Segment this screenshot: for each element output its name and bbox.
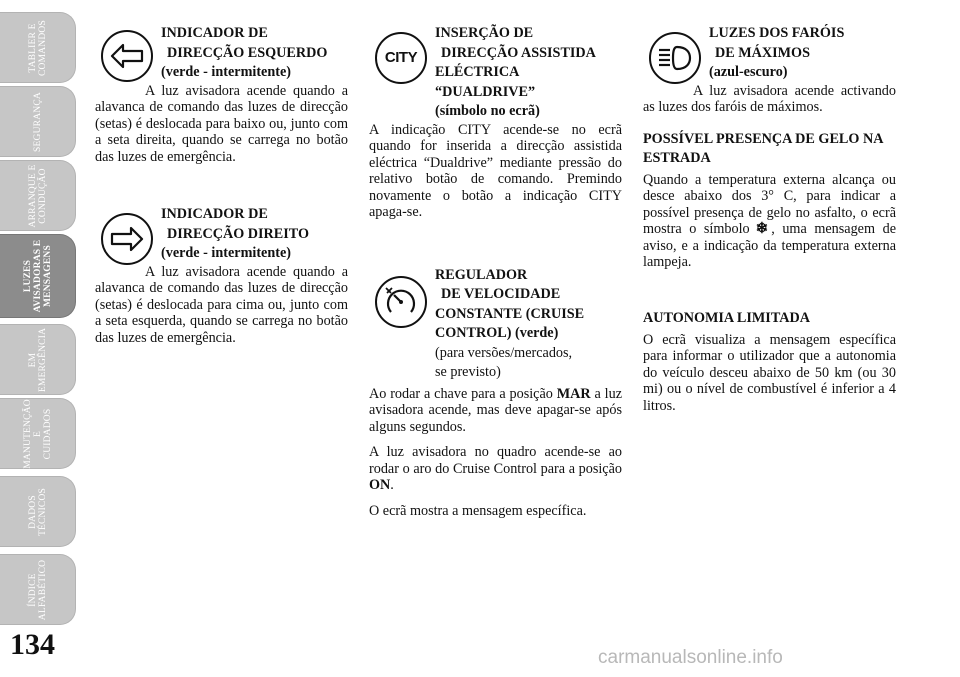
column-1 — [95, 24, 348, 346]
text-run-bold: MAR — [556, 385, 591, 402]
body-text: O ecrã mostra a mensagem específica. — [369, 502, 587, 519]
tab-seguranca[interactable] — [0, 86, 76, 157]
section-subtitle: (verde - intermitente) — [161, 64, 291, 80]
heading-line: “DUALDRIVE” — [435, 83, 536, 100]
text-run: . — [390, 477, 394, 493]
body-text — [643, 172, 896, 271]
tab-label: EM EMERGÊNCIA — [27, 327, 48, 392]
tab-label: ARRANQUE E CONDUÇÃO — [27, 164, 48, 227]
body-text: O ecrã visualiza a mensagem específica para informar o utilizador que a autonomia do veículo desceu abaixo de 50 km (ou 30 mi) ou o nível de combustível é inferior a 4 litros. — [643, 331, 896, 414]
tab-label: DADOS TÉCNICOS — [27, 487, 48, 536]
speedometer-icon — [375, 276, 427, 328]
column-2 — [369, 24, 622, 519]
subtitle-line: (para versões/mercados, — [435, 344, 573, 361]
section-heading — [709, 24, 896, 63]
section-heading — [161, 24, 348, 63]
heading-line: DIRECÇÃO DIREITO — [167, 225, 310, 242]
arrow-left-icon — [101, 30, 153, 82]
watermark: carmanualsonline.info — [598, 647, 783, 668]
tab-label: SEGURANÇA — [32, 91, 43, 152]
city-icon-text: CITY — [384, 48, 418, 66]
section-subtitle: (verde - intermitente) — [161, 245, 291, 261]
tab-label: TABLIER E COMANDOS — [27, 19, 48, 76]
text-run: , uma mensagem de aviso, e a indicação da temperatura externa lampeja. — [643, 221, 896, 270]
limited-range-section — [643, 309, 896, 415]
heading-line: ELÉCTRICA — [435, 64, 520, 80]
page-number: 134 — [10, 628, 55, 661]
section-subtitle — [435, 344, 622, 383]
high-beam-icon — [649, 32, 701, 84]
high-beam-section — [643, 24, 896, 116]
body-text: A luz avisadora acende quando a alavanca de comando das luzes de direcção (setas) é deslocada para cima ou, junto com a seta esquerda, quando se carrega no botão das luzes de emergência. — [95, 263, 348, 346]
section-heading — [435, 24, 622, 102]
column-3 — [643, 24, 896, 414]
body-text — [369, 386, 622, 436]
subtitle-line: se previsto) — [435, 364, 501, 380]
text-run-bold: ON — [369, 477, 391, 493]
body-text: A luz avisadora acende activando as luzes dos faróis de máximos. — [643, 82, 896, 115]
body-text: A luz avisadora acende quando a alavanca de comando das luzes de direcção (setas) é deslocada para baixo ou, junto com a seta direita, quando se carrega no botão das luzes de emergência. — [95, 82, 348, 165]
text-run: A luz avisadora no quadro acende-se ao rodar o aro do Cruise Control para a posição — [369, 444, 622, 477]
text-run: Quando a temperatura externa alcança ou desce abaixo dos 3° C, para indicar a possível presença de gelo no asfalto, o ecrã mostra o símbolo — [643, 171, 896, 237]
tab-label: MANUTENÇÃO E CUIDADOS — [22, 398, 53, 469]
city-section — [369, 24, 622, 221]
cruise-control-section — [369, 266, 622, 520]
tab-em-emergencia[interactable] — [0, 324, 76, 395]
ice-warning-section — [643, 130, 896, 271]
section-heading — [435, 266, 622, 344]
city-icon — [375, 32, 427, 84]
tab-luzes-avisadoras[interactable] — [0, 234, 76, 318]
section-subtitle: (azul-escuro) — [709, 64, 788, 80]
tab-tablier-comandos[interactable] — [0, 12, 76, 83]
heading-line: DIRECÇÃO ESQUERDO — [167, 44, 328, 61]
heading-line: DE VELOCIDADE — [441, 286, 561, 302]
text-run: Ao rodar a chave para a posição — [369, 385, 557, 402]
section-title: AUTONOMIA LIMITADA — [643, 309, 810, 326]
heading-line: LUZES DOS FARÓIS — [709, 25, 845, 41]
tab-arranque-conducao[interactable] — [0, 160, 76, 231]
body-text: A indicação CITY acende-se no ecrã quando for inserida a direcção assistida eléctrica “Dualdrive” mediante pressão do relativo botão de comando. Premindo novamente o botão a indicação CITY apaga-se. — [369, 121, 622, 220]
left-indicator-section — [95, 24, 348, 165]
heading-line: CONSTANTE (CRUISE — [435, 305, 585, 322]
heading-line: INDICADOR DE — [161, 25, 268, 41]
body-text — [369, 444, 622, 494]
tab-dados-tecnicos[interactable] — [0, 476, 76, 547]
tab-indice-alfabetico[interactable] — [0, 554, 76, 625]
section-heading — [161, 205, 348, 244]
text-run: a luz avisadora acende, mas deve apagar-se após alguns segundos. — [369, 385, 622, 435]
section-title: POSSÍVEL PRESENÇA DE GELO NA ESTRADA — [643, 130, 883, 166]
heading-line: DE MÁXIMOS — [715, 44, 810, 61]
heading-line: DIRECÇÃO ASSISTIDA — [441, 44, 596, 61]
heading-line: CONTROL) (verde) — [435, 325, 559, 341]
heading-line: INSERÇÃO DE — [435, 25, 534, 41]
tab-label: LUZES AVISADORAS E MENSAGENS — [22, 239, 53, 313]
tab-manutencao-cuidados[interactable] — [0, 398, 76, 469]
snowflake-icon: ❄ — [755, 221, 769, 237]
heading-line: INDICADOR DE — [161, 206, 268, 222]
section-subtitle: (símbolo no ecrã) — [435, 103, 540, 119]
heading-line: REGULADOR — [435, 266, 528, 283]
tab-label: ÍNDICE ALFABÉTICO — [27, 559, 48, 620]
right-indicator-section — [95, 205, 348, 346]
arrow-right-icon — [101, 213, 153, 265]
